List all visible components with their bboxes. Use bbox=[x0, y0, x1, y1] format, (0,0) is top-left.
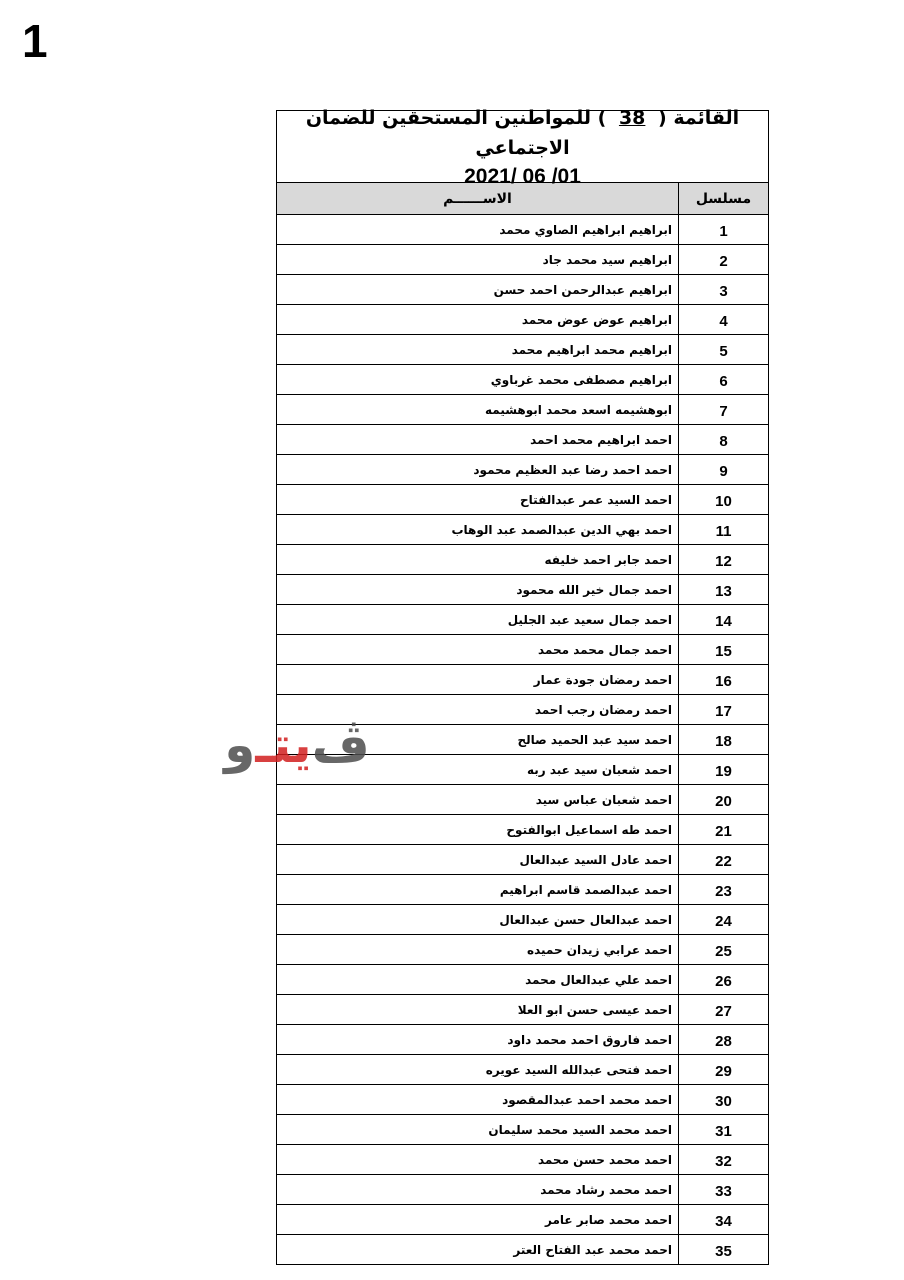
row-name: ابراهيم عوض عوض محمد bbox=[277, 305, 679, 335]
row-name: احمد رمضان جودة عمار bbox=[277, 665, 679, 695]
row-serial: 11 bbox=[679, 515, 769, 545]
watermark-part-a: و bbox=[224, 716, 256, 774]
table-row bbox=[277, 455, 768, 485]
table-row bbox=[277, 995, 768, 1025]
row-serial: 34 bbox=[679, 1205, 769, 1235]
table-row bbox=[277, 485, 768, 515]
table-row bbox=[277, 1205, 768, 1235]
beneficiaries-list bbox=[276, 106, 769, 1265]
row-serial: 23 bbox=[679, 875, 769, 905]
row-serial: 21 bbox=[679, 815, 769, 845]
row-serial: 19 bbox=[679, 755, 769, 785]
row-serial: 26 bbox=[679, 965, 769, 995]
table-body bbox=[277, 215, 768, 1265]
table-row bbox=[277, 845, 768, 875]
row-name: احمد عبدالصمد قاسم ابراهيم bbox=[277, 875, 679, 905]
row-serial: 15 bbox=[679, 635, 769, 665]
row-name: ابراهيم عبدالرحمن احمد حسن bbox=[277, 275, 679, 305]
row-serial: 24 bbox=[679, 905, 769, 935]
table-row bbox=[277, 275, 768, 305]
table-row bbox=[277, 1055, 768, 1085]
row-name: احمد سيد عبد الحميد صالح bbox=[277, 725, 679, 755]
table-row bbox=[277, 515, 768, 545]
table-row bbox=[277, 365, 768, 395]
row-name: احمد جابر احمد خليفه bbox=[277, 545, 679, 575]
table-row bbox=[277, 905, 768, 935]
table-row bbox=[277, 785, 768, 815]
row-serial: 8 bbox=[679, 425, 769, 455]
row-name: ابراهيم ابراهيم الصاوي محمد bbox=[277, 215, 679, 245]
row-name: احمد جمال محمد محمد bbox=[277, 635, 679, 665]
list-title bbox=[277, 103, 768, 163]
table-row bbox=[277, 335, 768, 365]
row-name: احمد عيسى حسن ابو العلا bbox=[277, 995, 679, 1025]
row-serial: 14 bbox=[679, 605, 769, 635]
serial-column-header: مسلسل bbox=[679, 183, 769, 215]
row-name: ابراهيم مصطفى محمد غرباوي bbox=[277, 365, 679, 395]
row-name: احمد جمال سعيد عبد الجليل bbox=[277, 605, 679, 635]
row-name: ابراهيم محمد ابراهيم محمد bbox=[277, 335, 679, 365]
row-name: احمد ابراهيم محمد احمد bbox=[277, 425, 679, 455]
row-serial: 33 bbox=[679, 1175, 769, 1205]
row-name: احمد طه اسماعيل ابوالفتوح bbox=[277, 815, 679, 845]
table-row bbox=[277, 575, 768, 605]
row-name: احمد فاروق احمد محمد داود bbox=[277, 1025, 679, 1055]
table-row bbox=[277, 695, 768, 725]
row-serial: 32 bbox=[679, 1145, 769, 1175]
title-prefix: القائمة ( bbox=[658, 106, 740, 129]
table-row bbox=[277, 1115, 768, 1145]
table-row bbox=[277, 1235, 768, 1265]
row-name: احمد عادل السيد عبدالعال bbox=[277, 845, 679, 875]
row-name: احمد احمد رضا عبد العظيم محمود bbox=[277, 455, 679, 485]
name-column-header: الاســــــم bbox=[277, 183, 679, 215]
row-name: احمد محمد السيد محمد سليمان bbox=[277, 1115, 679, 1145]
table-row bbox=[277, 245, 768, 275]
row-serial: 6 bbox=[679, 365, 769, 395]
row-serial: 22 bbox=[679, 845, 769, 875]
row-name: احمد عبدالعال حسن عبدالعال bbox=[277, 905, 679, 935]
row-serial: 3 bbox=[679, 275, 769, 305]
table-row bbox=[277, 395, 768, 425]
row-name: ابراهيم سيد محمد جاد bbox=[277, 245, 679, 275]
title-suffix: ) للمواطنين المستحقين للضمان الاجتماعي bbox=[305, 106, 607, 159]
row-name: احمد جمال خير الله محمود bbox=[277, 575, 679, 605]
row-serial: 35 bbox=[679, 1235, 769, 1265]
row-serial: 28 bbox=[679, 1025, 769, 1055]
row-name: احمد شعبان عباس سيد bbox=[277, 785, 679, 815]
row-name: ابوهشيمه اسعد محمد ابوهشيمه bbox=[277, 395, 679, 425]
row-name: احمد فتحى عبدالله السيد عويره bbox=[277, 1055, 679, 1085]
watermark-part-c: ڤ bbox=[311, 716, 370, 774]
row-serial: 17 bbox=[679, 695, 769, 725]
row-serial: 25 bbox=[679, 935, 769, 965]
row-serial: 16 bbox=[679, 665, 769, 695]
table-row bbox=[277, 875, 768, 905]
row-serial: 4 bbox=[679, 305, 769, 335]
row-serial: 9 bbox=[679, 455, 769, 485]
list-title-box bbox=[277, 106, 768, 188]
row-serial: 1 bbox=[679, 215, 769, 245]
table-row bbox=[277, 665, 768, 695]
row-serial: 7 bbox=[679, 395, 769, 425]
table-row bbox=[277, 1025, 768, 1055]
row-name: احمد السيد عمر عبدالفتاح bbox=[277, 485, 679, 515]
row-name: احمد محمد عبد الفتاح العتر bbox=[513, 1242, 672, 1257]
row-name: احمد محمد صابر عامر bbox=[277, 1205, 679, 1235]
table-row bbox=[277, 545, 768, 575]
table-row bbox=[277, 1145, 768, 1175]
table-row bbox=[277, 215, 768, 245]
row-name: احمد عرابي زيدان حميده bbox=[277, 935, 679, 965]
table-row bbox=[277, 425, 768, 455]
row-serial: 2 bbox=[679, 245, 769, 275]
table-row bbox=[277, 305, 768, 335]
row-serial: 29 bbox=[679, 1055, 769, 1085]
row-serial: 20 bbox=[679, 785, 769, 815]
row-serial: 13 bbox=[679, 575, 769, 605]
page-number: 1 bbox=[22, 15, 48, 67]
watermark-part-b: يتـ bbox=[255, 716, 312, 774]
row-name: احمد شعبان سيد عبد ربه bbox=[277, 755, 679, 785]
row-serial: 12 bbox=[679, 545, 769, 575]
row-serial: 10 bbox=[679, 485, 769, 515]
row-name: احمد محمد رشاد محمد bbox=[277, 1175, 679, 1205]
list-date: 2021/ 06 /01 bbox=[464, 164, 581, 188]
table-row bbox=[277, 935, 768, 965]
table-row bbox=[277, 1085, 768, 1115]
table-row bbox=[277, 965, 768, 995]
row-name: احمد بهي الدين عبدالصمد عبد الوهاب bbox=[277, 515, 679, 545]
row-name: احمد محمد حسن محمد bbox=[277, 1145, 679, 1175]
row-name: احمد محمد احمد عبدالمقصود bbox=[277, 1085, 679, 1115]
row-serial: 5 bbox=[679, 335, 769, 365]
row-serial: 30 bbox=[679, 1085, 769, 1115]
table-row bbox=[277, 725, 768, 755]
row-name: احمد رمضان رجب احمد bbox=[277, 695, 679, 725]
row-name: احمد علي عبدالعال محمد bbox=[277, 965, 679, 995]
table-row bbox=[277, 815, 768, 845]
table-row bbox=[277, 635, 768, 665]
row-serial: 27 bbox=[679, 995, 769, 1025]
row-serial: 18 bbox=[679, 725, 769, 755]
table-row bbox=[277, 605, 768, 635]
names-table bbox=[277, 183, 768, 1264]
table-row bbox=[277, 755, 768, 785]
table-row bbox=[277, 1175, 768, 1205]
row-serial: 31 bbox=[679, 1115, 769, 1145]
list-number: 38 bbox=[618, 106, 646, 129]
